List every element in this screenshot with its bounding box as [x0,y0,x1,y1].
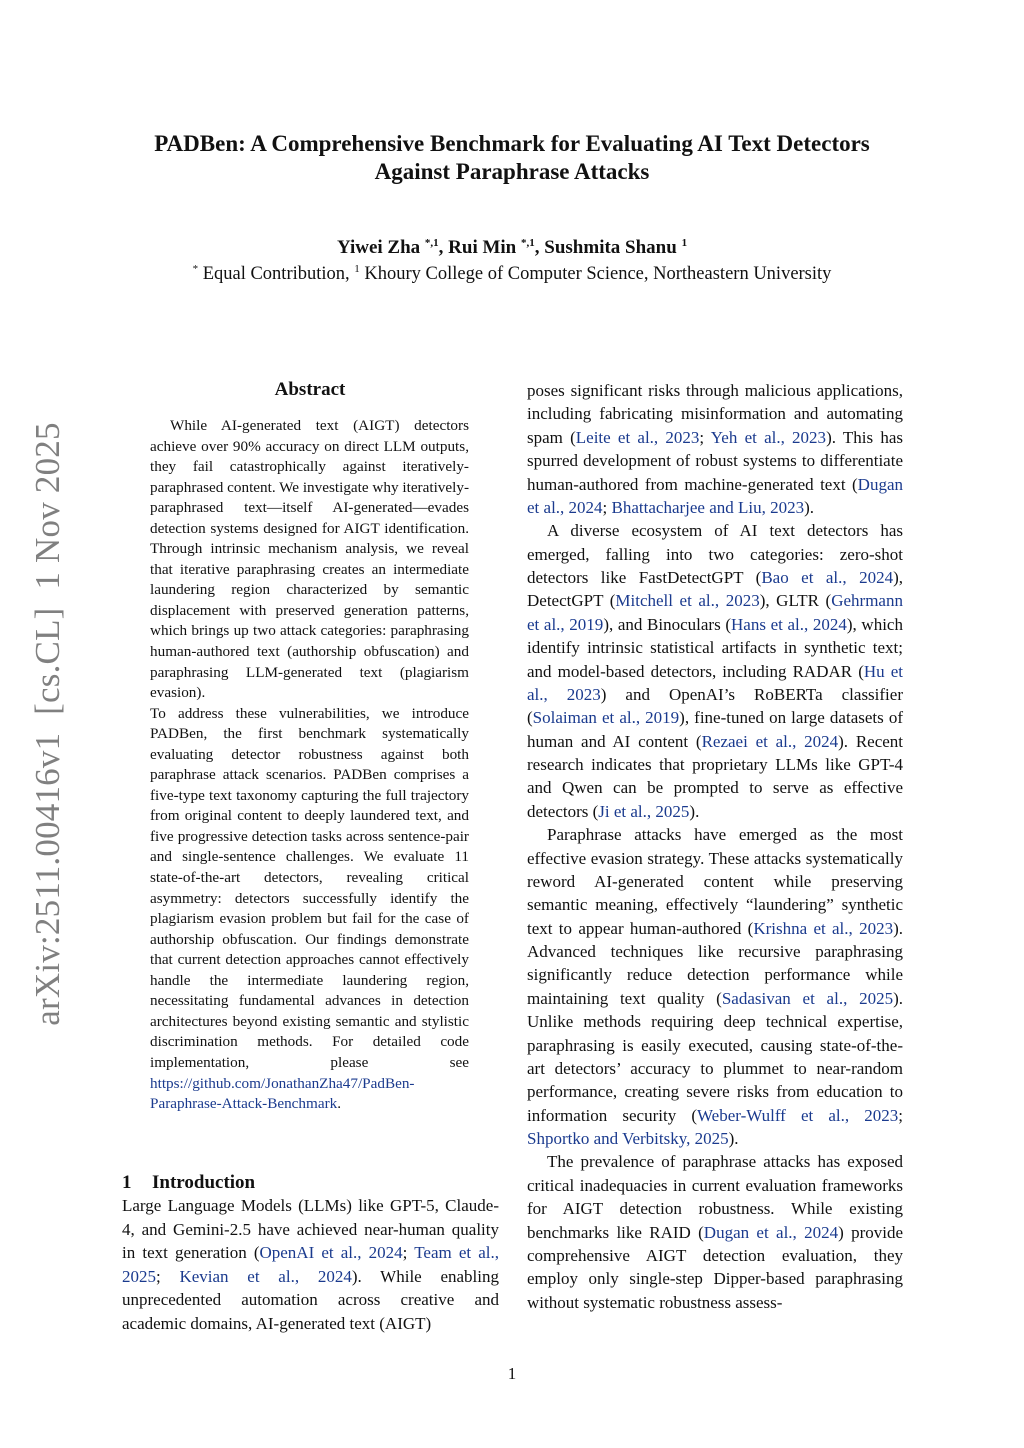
author-1-mark: *,1 [424,237,439,249]
section-heading-introduction [122,1172,255,1194]
author-3-mark: 1 [681,237,688,249]
text: ; [898,1105,903,1125]
page-number: 1 [507,1364,517,1383]
citation[interactable]: Weber-Wulff et al., 2023 [696,1105,899,1125]
citation[interactable]: Bhattacharjee and Liu, 2023 [611,497,805,517]
text: ). [689,801,700,821]
citation[interactable]: Solaiman et al., 2019 [532,708,680,728]
citation[interactable]: Gehrmann et al., 2019 [527,591,903,634]
text: ; [699,427,711,447]
author-2: , Rui Min [438,237,522,258]
citation[interactable]: Kevian et al., 2024 [179,1266,352,1286]
text: ). Advanced techniques like recursive paraphrasing significantly reduce detection performance while maintaining text quality ( [527,918,904,1008]
citation[interactable]: Dugan et al., 2024 [527,474,903,517]
text: ; [156,1266,180,1286]
citation[interactable]: Ji et al., 2025 [598,801,690,821]
affiliation [0,262,1024,286]
title-line-1: PADBen: A Comprehensive Benchmark for Evaluating AI Text Detectors [154,131,870,156]
column-left-body [122,1194,499,1335]
equal-contribution: Equal Contribution, [198,264,355,284]
intro-paragraph-4 [527,823,903,1150]
author-2-mark: *,1 [521,237,535,249]
paper-title [0,130,1024,186]
citation[interactable]: OpenAI et al., 2024 [259,1243,403,1262]
abstract-paragraph-1: While AI-generated text (AIGT) detectors achieve over 90% accuracy on direct LLM outputs, they fail catastrophically against iteratively-paraphrased content. We investigate why iteratively-paraphrased text—itself AI-generated—evades detection systems designed for AIGT identification. Through intrinsic mechanism analysis, we reveal that iterative paraphrasing creates an intermediate laundering region characterized by semantic displacement with preserved generation patterns, which brings up two attack categories: paraphrasing human-authored text (authorship obfuscation) and paraphrasing LLM-generated text (plagiarism evasion). [150,417,470,702]
intro-paragraph-5 [527,1150,903,1314]
text: ) provide comprehensive AIGT detection evaluation, they employ only single-step Dipper-based paraphrasing without systematic robustness assess- [527,1222,904,1312]
title-line-2: Against Paraphrase Attacks [374,159,650,184]
abstract [150,416,469,1115]
text: A diverse ecosystem of AI text detectors has emerged, falling into two categories: zero-shot detectors like FastDetectGPT ( [527,521,903,587]
text: ). Recent research indicates that proprietary LLMs like GPT-4 and Qwen can be prompted to serve as effective detectors ( [527,731,904,821]
citation[interactable]: Krishna et al., 2023 [753,918,894,938]
abstract-p2-end: . [337,1095,342,1113]
text: The prevalence of paraphrase attacks has exposed critical inadequacies in current evaluation frameworks for AIGT detection robustness. While existing benchmarks like RAID ( [527,1152,903,1242]
intro-paragraph-1 [122,1194,499,1335]
section-number: 1 [122,1172,132,1193]
citation[interactable]: Shportko and Verbitsky, 2025 [527,1129,729,1148]
text: ). While enabling unprecedented automation across creative and academic domains, AI-generated text (AIGT) [122,1266,499,1333]
text: Paraphrase attacks have emerged as the most effective evasion strategy. These attacks systematically reword AI-generated content while preserving semantic meaning, effectively “laundering” synthetic text to appear human-authored ( [527,825,903,938]
citation[interactable]: Hans et al., 2024 [731,614,847,634]
citation[interactable]: Leite et al., 2023 [575,427,700,447]
text: ), and Binoculars ( [603,614,731,634]
text: ), which identify intrinsic statistical artifacts in synthetic text; and model-based detectors, including RADAR ( [527,614,903,681]
github-link[interactable]: https://github.com/JonathanZha47/PadBen-Paraphrase-Attack-Benchmark [150,1074,415,1113]
text: ), DetectGPT ( [527,568,903,611]
author-1: Yiwei Zha [336,237,425,258]
citation[interactable]: Team et al., 2025 [122,1243,499,1286]
text: Large Language Models (LLMs) like GPT-5, Claude-4, and Gemini-2.5 have achieved near-human quality in text generation ( [122,1196,499,1262]
text: ). [804,497,815,517]
text: ; [402,1243,415,1262]
intro-paragraph-2 [527,379,903,519]
text: ). Unlike methods requiring deep technical expertise, paraphrasing is easily executed, causing state-of-the-art detectors’ accuracy to plummet to near-random performance, creating severe risks from education to information security ( [527,988,903,1125]
citation[interactable]: Dugan et al., 2024 [703,1222,839,1242]
text: ). [728,1129,739,1148]
section-title: Introduction [152,1172,256,1193]
text: poses significant risks through malicious applications, including fabricating misinformation and automating spam ( [527,381,903,447]
text: ), fine-tuned on large datasets of human and AI content ( [527,708,903,751]
citation[interactable]: Bao et al., 2024 [761,568,894,587]
equal-mark: * [192,263,199,275]
text: ), GLTR ( [759,591,832,611]
institution: Khoury College of Computer Science, Northeastern University [359,264,832,284]
text: ). This has spurred development of robust systems to differentiate human-authored from machine-generated text ( [527,427,903,494]
abstract-p2-text: To address these vulnerabilities, we introduce PADBen, the first benchmark systematically evaluating detector robustness against both paraphrase attack scenarios. PADBen comprises a five-type text taxonomy capturing the full trajectory from original content to deeply laundered text, and five progressive detection tasks across sentence-pair and single-sentence challenges. We evaluate 11 state-of-the-art detectors, revealing critical asymmetry: detectors successfully identify the plagiarism evasion problem but fail for the case of authorship obfuscation. Our findings demonstrate that current detection approaches cannot effectively handle the intermediate laundering region, necessitating fundamental advances in detection architectures beyond existing semantic and stylistic discrimination methods. For detailed code implementation, please see [150,704,469,1071]
citation[interactable]: Hu et al., 2023 [527,661,903,704]
text: ) and OpenAI’s RoBERTa classifier ( [527,684,903,728]
author-3: , Sushmita Shanu [534,237,682,258]
column-right-body [527,379,903,1314]
citation[interactable]: Yeh et al., 2023 [710,427,827,447]
text: ; [602,497,612,517]
inst-mark: 1 [354,263,360,275]
intro-paragraph-3 [527,519,903,823]
author-list [0,236,1024,260]
abstract-heading: Abstract [274,379,346,400]
abstract-paragraph-2 [150,704,469,1115]
arxiv-id: arXiv:2511.00416v1 [cs.CL] 1 Nov 2025 [28,422,67,1026]
citation[interactable]: Rezaei et al., 2024 [701,731,839,751]
citation[interactable]: Mitchell et al., 2023 [615,591,760,611]
citation[interactable]: Sadasivan et al., 2025 [721,988,894,1008]
